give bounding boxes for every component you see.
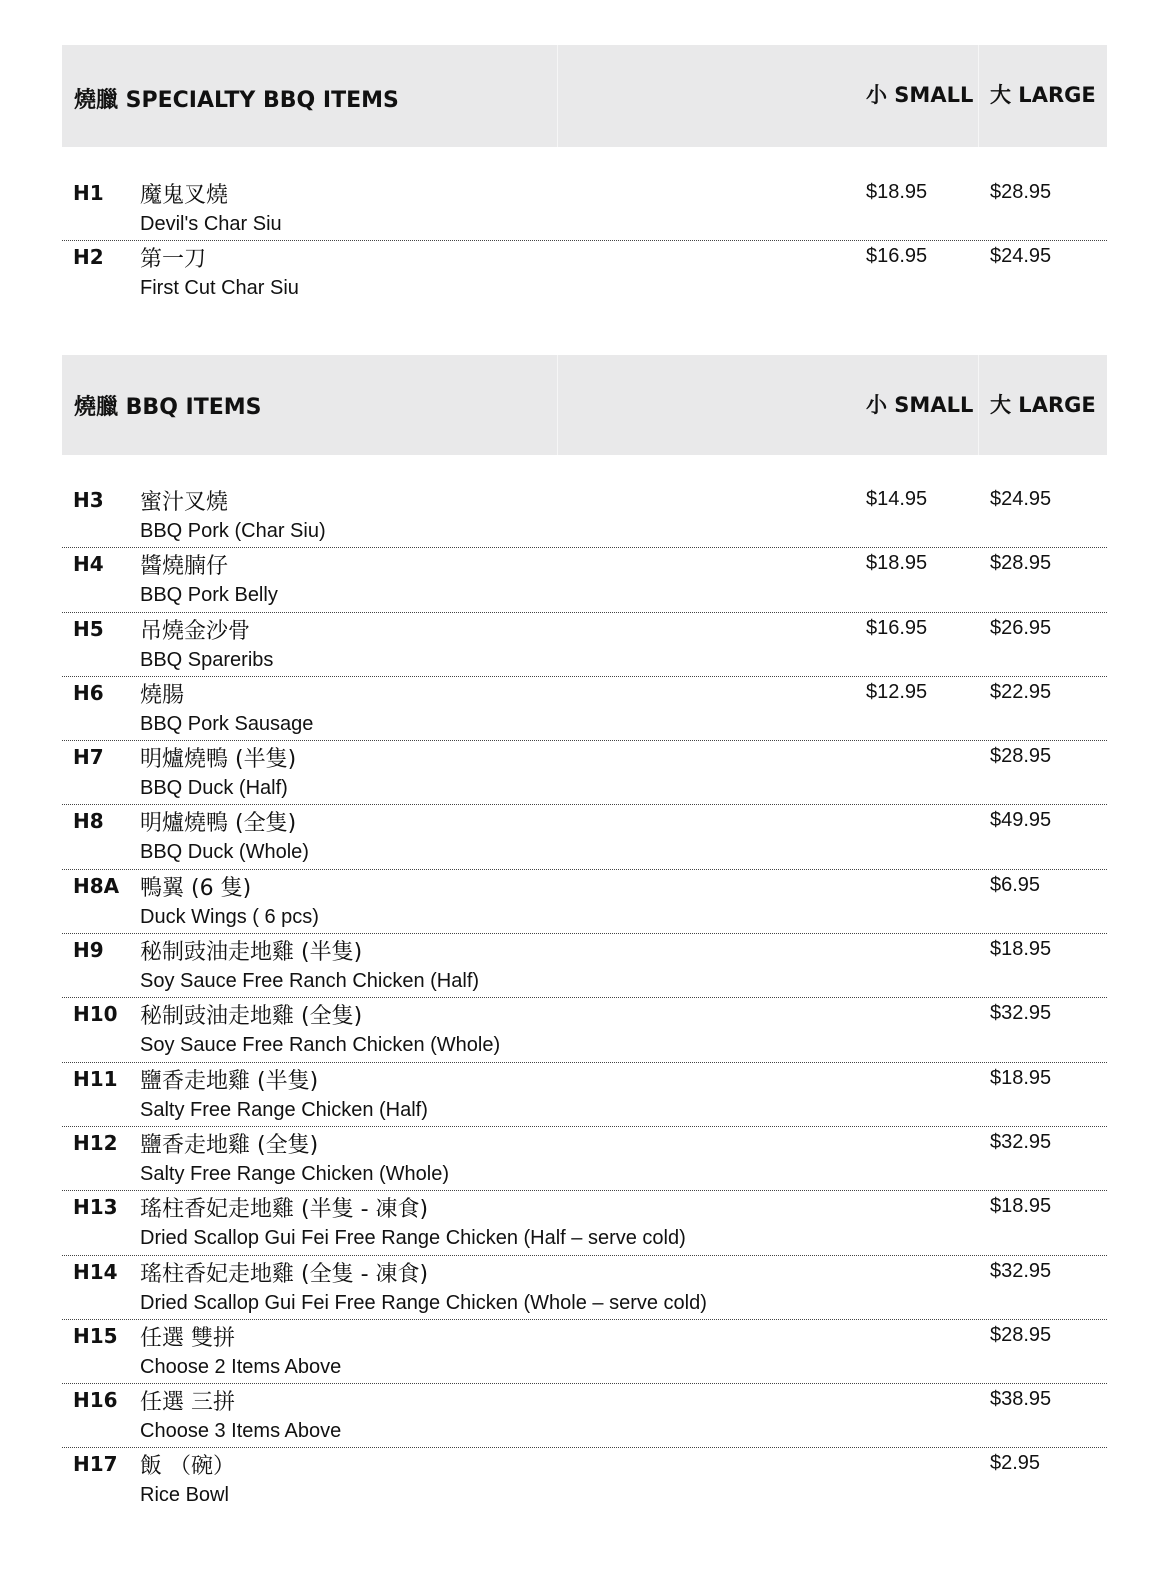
menu-item xyxy=(62,741,1107,805)
large-column-label: 大 LARGE xyxy=(990,83,1096,107)
item-english-name: Duck Wings ( 6 pcs) xyxy=(140,905,319,928)
item-english-name: BBQ Spareribs xyxy=(140,648,274,671)
large-price: $18.95 xyxy=(990,1066,1052,1089)
item-chinese-name: 飯 （碗） xyxy=(140,1454,235,1480)
item-english-name: Rice Bowl xyxy=(140,1484,229,1507)
item-code: H5 xyxy=(73,616,104,641)
item-chinese-name: 秘制豉油走地雞 (全隻) xyxy=(140,1004,363,1030)
item-english-name: BBQ Duck (Half) xyxy=(140,777,288,800)
large-price: $22.95 xyxy=(990,680,1052,703)
item-english-name: Dried Scallop Gui Fei Free Range Chicken (Half – serve cold) xyxy=(140,1227,686,1250)
bbq-items-list xyxy=(62,484,1107,1513)
section-title: 燒臘 BBQ ITEMS xyxy=(74,395,262,420)
item-english-name: BBQ Pork Belly xyxy=(140,584,278,607)
menu-item xyxy=(62,1384,1107,1448)
item-english-name: Soy Sauce Free Ranch Chicken (Whole) xyxy=(140,1034,501,1057)
item-code: H3 xyxy=(73,488,104,512)
menu-item xyxy=(62,548,1107,612)
large-price: $28.95 xyxy=(990,552,1052,575)
header-divider xyxy=(978,355,979,455)
menu-item xyxy=(62,934,1107,998)
item-code: H4 xyxy=(73,552,104,577)
small-column-label: 小 SMALL xyxy=(866,83,974,107)
item-code: H6 xyxy=(73,680,104,705)
item-code: H14 xyxy=(73,1259,118,1284)
menu-item xyxy=(62,1256,1107,1320)
item-chinese-name: 瑤柱香妃走地雞 (半隻 - 凍食) xyxy=(140,1197,429,1223)
specialty-items-list xyxy=(62,177,1107,306)
item-code: H15 xyxy=(73,1323,118,1348)
small-price: $12.95 xyxy=(866,680,928,703)
large-price: $28.95 xyxy=(990,181,1052,203)
item-english-name: Choose 2 Items Above xyxy=(140,1355,342,1378)
menu-item xyxy=(62,805,1107,869)
item-english-name: BBQ Duck (Whole) xyxy=(140,841,309,864)
menu-item xyxy=(62,998,1107,1062)
item-chinese-name: 鴨翼 (6 隻) xyxy=(140,875,252,901)
item-chinese-name: 任選 雙拼 xyxy=(140,1325,235,1351)
item-chinese-name: 瑤柱香妃走地雞 (全隻 - 凍食) xyxy=(140,1261,429,1287)
item-chinese-name: 第一刀 xyxy=(140,247,207,273)
item-code: H16 xyxy=(73,1388,118,1413)
large-price: $24.95 xyxy=(990,245,1052,268)
menu-item xyxy=(62,1320,1107,1384)
large-price: $28.95 xyxy=(990,745,1052,768)
item-code: H9 xyxy=(73,938,104,963)
item-code: H12 xyxy=(73,1130,118,1155)
large-price: $32.95 xyxy=(990,1002,1052,1025)
item-code: H8 xyxy=(73,809,104,834)
item-chinese-name: 任選 三拼 xyxy=(140,1390,235,1416)
menu-item xyxy=(62,870,1107,934)
item-english-name: Soy Sauce Free Ranch Chicken (Half) xyxy=(140,970,480,993)
header-divider xyxy=(557,355,558,455)
section-header-specialty xyxy=(62,45,1107,147)
large-price: $26.95 xyxy=(990,616,1052,639)
menu-item xyxy=(62,241,1107,305)
large-price: $6.95 xyxy=(990,873,1041,896)
item-english-name: Dried Scallop Gui Fei Free Range Chicken (Whole – serve cold) xyxy=(140,1291,707,1314)
section-header-bbq xyxy=(62,355,1107,455)
item-chinese-name: 醬燒腩仔 xyxy=(140,554,229,580)
large-price: $38.95 xyxy=(990,1388,1052,1411)
item-english-name: Devil's Char Siu xyxy=(140,213,282,235)
large-price: $24.95 xyxy=(990,488,1052,510)
small-price: $14.95 xyxy=(866,488,928,510)
item-code: H2 xyxy=(73,245,104,270)
item-code: H11 xyxy=(73,1066,118,1091)
large-price: $28.95 xyxy=(990,1323,1052,1346)
menu-item xyxy=(62,1127,1107,1191)
menu-item xyxy=(62,613,1107,677)
small-price: $18.95 xyxy=(866,181,928,203)
item-english-name: Salty Free Range Chicken (Whole) xyxy=(140,1162,450,1185)
large-price: $32.95 xyxy=(990,1259,1052,1282)
menu-item xyxy=(62,1448,1107,1512)
item-english-name: BBQ Pork (Char Siu) xyxy=(140,520,326,542)
item-chinese-name: 明爐燒鴨 (全隻) xyxy=(140,811,297,837)
item-english-name: BBQ Pork Sausage xyxy=(140,712,314,735)
menu-item xyxy=(62,1191,1107,1255)
small-price: $16.95 xyxy=(866,245,928,268)
menu-item xyxy=(62,1063,1107,1127)
item-chinese-name: 秘制豉油走地雞 (半隻) xyxy=(140,940,363,966)
item-chinese-name: 蜜汁叉燒 xyxy=(140,490,229,515)
menu-item xyxy=(62,177,1107,241)
item-chinese-name: 吊燒金沙骨 xyxy=(140,618,251,644)
item-chinese-name: 燒腸 xyxy=(140,682,185,708)
large-price: $18.95 xyxy=(990,938,1052,961)
menu-item xyxy=(62,484,1107,548)
item-chinese-name: 明爐燒鴨 (半隻) xyxy=(140,747,297,773)
item-code: H1 xyxy=(73,181,104,205)
item-code: H8A xyxy=(73,873,120,898)
item-chinese-name: 鹽香走地雞 (半隻) xyxy=(140,1068,319,1094)
item-code: H7 xyxy=(73,745,104,770)
large-column-label: 大 LARGE xyxy=(990,393,1096,417)
menu-item xyxy=(62,677,1107,741)
section-title: 燒臘 SPECIALTY BBQ ITEMS xyxy=(74,88,399,113)
item-english-name: Choose 3 Items Above xyxy=(140,1420,342,1443)
large-price: $2.95 xyxy=(990,1452,1041,1475)
large-price: $32.95 xyxy=(990,1130,1052,1153)
large-price: $49.95 xyxy=(990,809,1052,832)
item-chinese-name: 鹽香走地雞 (全隻) xyxy=(140,1132,319,1158)
small-price: $16.95 xyxy=(866,616,928,639)
item-code: H17 xyxy=(73,1452,118,1477)
small-column-label: 小 SMALL xyxy=(866,393,974,417)
item-chinese-name: 魔鬼叉燒 xyxy=(140,183,229,208)
item-code: H10 xyxy=(73,1002,118,1027)
header-divider xyxy=(557,45,558,147)
item-english-name: First Cut Char Siu xyxy=(140,277,299,300)
small-price: $18.95 xyxy=(866,552,928,575)
item-english-name: Salty Free Range Chicken (Half) xyxy=(140,1098,428,1121)
header-divider xyxy=(978,45,979,147)
large-price: $18.95 xyxy=(990,1195,1052,1218)
item-code: H13 xyxy=(73,1195,118,1220)
